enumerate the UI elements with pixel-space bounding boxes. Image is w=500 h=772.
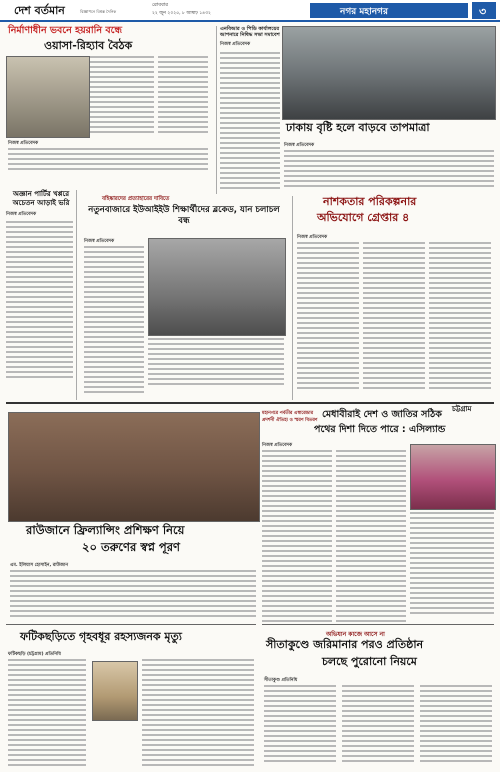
story-wasa-body <box>90 56 154 140</box>
death-text-1 <box>8 659 86 769</box>
byline-office: নিজস্ব প্রতিবেদক <box>6 211 37 217</box>
award-text-1 <box>262 450 332 625</box>
masthead <box>0 0 500 22</box>
photo-rain-street <box>282 26 496 120</box>
byline-rain: নিজস্ব প্রতিবেদক <box>284 143 315 148</box>
byline-death: ফটিকছড়ি (চট্টগ্রাম) প্রতিনিধি <box>8 652 61 657</box>
section-title-box <box>310 3 468 18</box>
story-rain-text <box>284 150 494 190</box>
story-arrest <box>292 196 495 400</box>
arrest-text-2 <box>363 242 425 392</box>
note-headline: এনবিআর ও পিডি কার্যালয়ের আপনারে নিষিদ্ধ সভা সমাবেশ <box>220 26 280 38</box>
newspaper-tagline: বিজ্ঞাপনে বিশ্বস্ত দৈনিক <box>80 9 117 14</box>
award-text-2 <box>336 450 406 625</box>
arrest-text-1 <box>297 242 359 392</box>
sitakunda-text-1 <box>264 685 336 765</box>
byline-freelancing: এম. ইলিয়াস হোসাইন, রাউজান <box>10 563 69 568</box>
headline-office: অজ্ঞান পার্টির খপ্পরে অচেতন আড়াই ভরি <box>12 190 70 207</box>
story-sitakunda-box <box>262 624 494 769</box>
headline-sitakunda-1: সীতাকুণ্ডে জরিমানার পরও প্রতিষ্ঠান <box>266 638 424 651</box>
byline-wasa: নিজস্ব প্রতিবেদক <box>8 141 39 146</box>
story-wasa-text <box>8 148 208 173</box>
headline-death: ফটিকছড়িতে গৃহবধূর রহস্যজনক মৃত্যু <box>20 630 182 643</box>
kicker-students: বহিষ্কারদের প্রত্যাহারের দাবিতে <box>102 196 170 202</box>
section-title: নগর মহানগর <box>340 7 388 17</box>
byline-arrest: নিজস্ব প্রতিবেদক <box>297 235 328 240</box>
byline-students: নিজস্ব প্রতিবেদক <box>84 239 115 244</box>
story-office <box>6 190 77 400</box>
headline-wasa-black: ওয়াসা-রিহ্যাব বৈঠক <box>44 39 133 52</box>
headline-arrest-1: নাশকতার পরিকল্পনার <box>323 195 417 208</box>
headline-award-1: মেধাবীরাই দেশ ও জাতির সঠিক <box>322 409 442 420</box>
students-text-2 <box>148 338 284 388</box>
headline-sitakunda-2: চলছে পুরোনো নিয়মে <box>322 655 417 668</box>
newspaper-logo: দেশ বর্তমান <box>14 4 65 17</box>
freelancing-text <box>10 570 256 620</box>
arrest-text-3 <box>429 242 491 392</box>
sitakunda-text-2 <box>342 685 414 765</box>
headline-wasa-red: নির্মাণাধীন ভবনে হয়রানি বন্ধে <box>8 25 122 36</box>
story-note <box>216 26 280 194</box>
section-label-chattogram: চট্টগ্রাম <box>452 405 472 413</box>
story-award <box>262 408 494 622</box>
byline-note: নিজস্ব প্রতিবেদক <box>220 42 251 47</box>
headline-students: নতুনবাজারে ইউআইইউ শিক্ষার্থীদের ব্লকেড, যান চলাচল বন্ধ <box>88 205 280 226</box>
photo-wasa-meeting <box>6 56 90 138</box>
death-text-2 <box>142 659 254 769</box>
sitakunda-text-3 <box>420 685 492 765</box>
page-number-box <box>470 2 496 19</box>
kicker-award: মহানগরে পর্বতীর এস্বারেন্ডার <box>262 411 314 416</box>
story-wasa-col2 <box>158 56 208 140</box>
headline-freelancing-2: ২০ তরুণের স্বপ্ন পূরণ <box>82 540 180 554</box>
story-death-box <box>6 624 256 769</box>
kicker-award-2: প্রদর্শনী ঐতিহ্য ও স্মরণ বিতরণ <box>262 418 318 423</box>
students-text <box>84 246 144 396</box>
page-number: ৩ <box>479 5 487 18</box>
photo-freelancing-group <box>8 412 260 522</box>
section-divider <box>6 402 494 404</box>
headline-award-2: পথের দিশা দিতে পারে : এসিল্যান্ড <box>314 424 446 435</box>
award-text-3 <box>410 512 494 617</box>
story-students <box>82 196 286 400</box>
kicker-sitakunda: অভিযান কাজে আসে না <box>326 631 385 638</box>
headline-arrest-2: অভিযোগে গ্রেপ্তার ৪ <box>317 211 410 224</box>
headline-rain: ঢাকায় বৃষ্টি হলে বাড়বে তাপমাত্রা <box>286 121 430 134</box>
photo-students-protest <box>148 238 286 336</box>
issue-day: রোববার <box>152 2 168 8</box>
issue-date: ২২ জুন ২০২৫, ৮ আষাঢ় ১৪৩২ <box>152 11 211 16</box>
byline-award: নিজস্ব প্রতিবেদক <box>262 443 293 448</box>
photo-death-victim <box>92 661 138 721</box>
headline-freelancing-1: রাউজানে ফ্রিল্যান্সিং প্রশিক্ষণ নিয়ে <box>26 523 185 537</box>
byline-sitakunda: সীতাকুণ্ড প্রতিনিধি <box>264 678 298 683</box>
photo-award-students <box>410 444 496 510</box>
